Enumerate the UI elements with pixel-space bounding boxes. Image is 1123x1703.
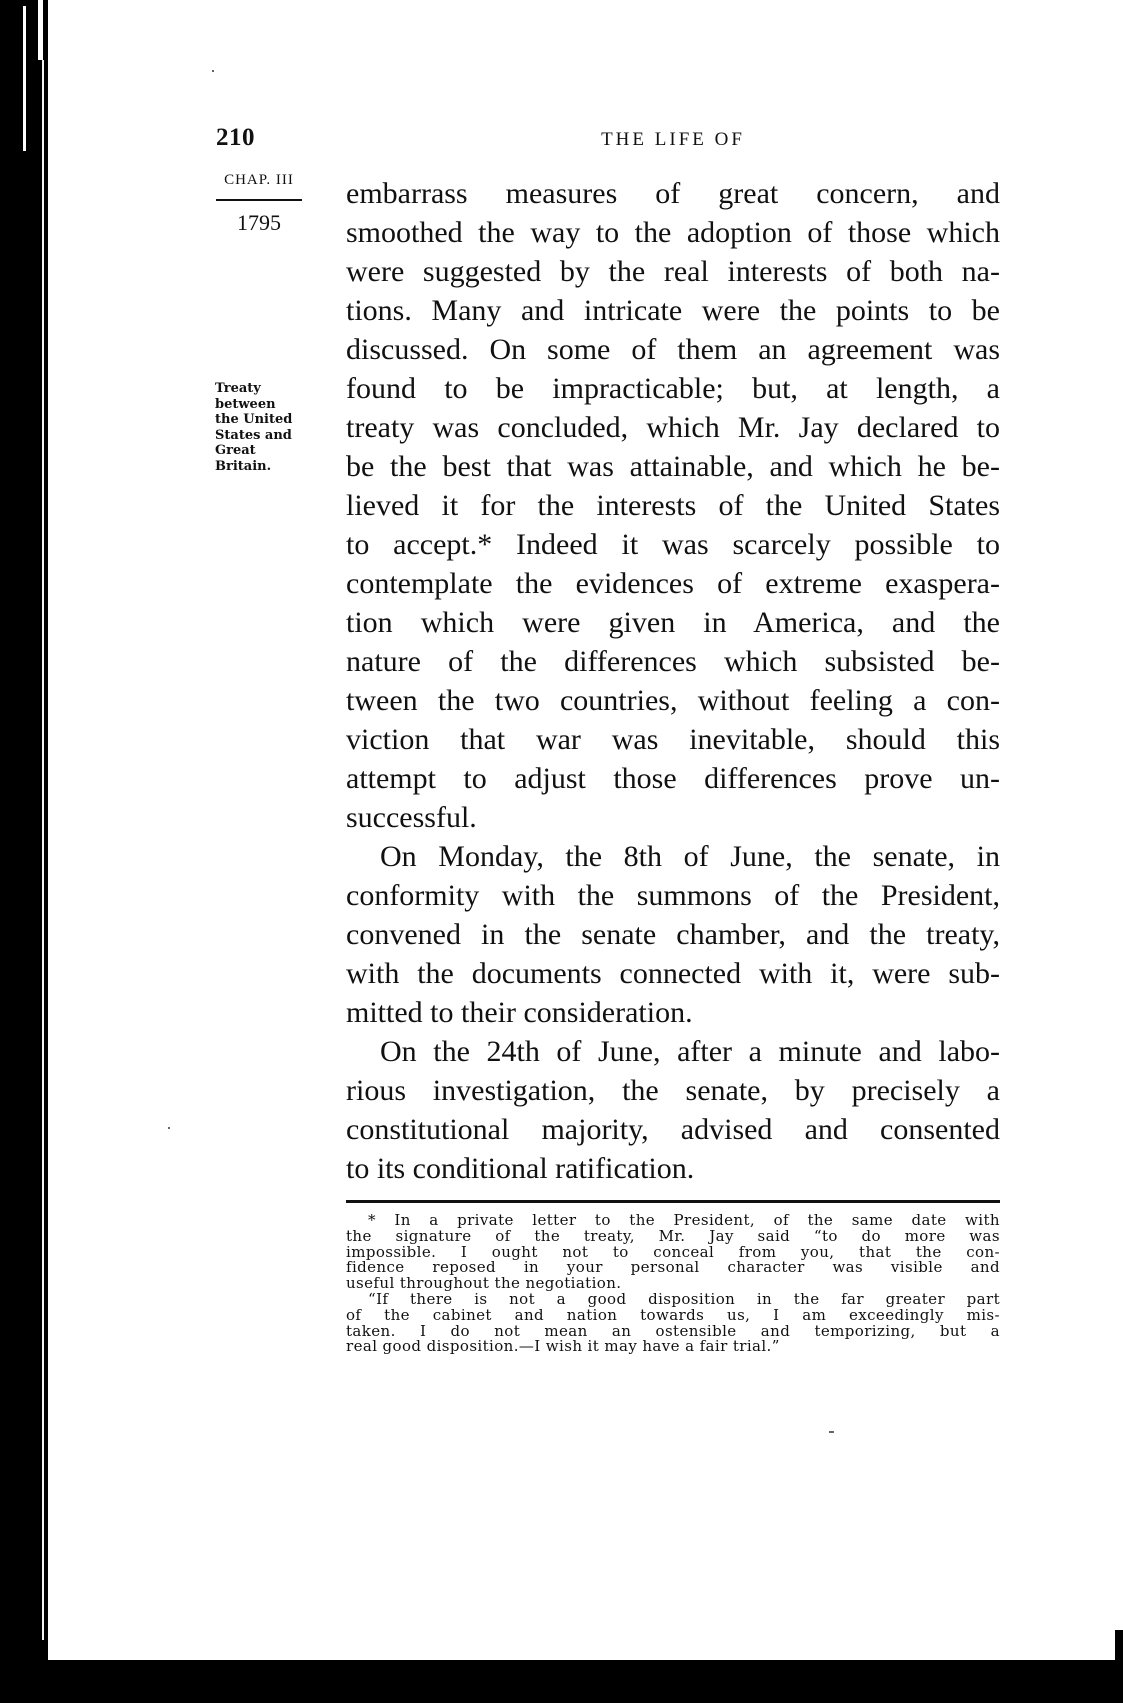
text-line: discussed. On some of them an agreement was: [346, 333, 1000, 366]
scan-speck: [212, 70, 214, 72]
footnote-line: of the cabinet and nation towards us, I am exceedingly mis-: [346, 1305, 1000, 1324]
footnote-line: the signature of the treaty, Mr. Jay said “to do more was: [346, 1226, 1000, 1245]
page-number: 210: [216, 124, 255, 151]
text-line: attempt to adjust those differences prove un-: [346, 762, 1000, 795]
sidenote-line: the United: [215, 412, 293, 427]
text-line: embarrass measures of great concern, and: [346, 177, 1000, 210]
text-line: tions. Many and intricate were the points to be: [346, 294, 1000, 327]
footnote-line: fidence reposed in your personal character was visible and: [346, 1258, 1000, 1277]
body-text: [346, 174, 1000, 1188]
scan-speck: [829, 1431, 834, 1433]
scan-border-left: [0, 0, 48, 1703]
text-line: be the best that was attainable, and which he be-: [346, 450, 1000, 483]
scan-artifact: [23, 6, 26, 151]
footnote-paragraph: [346, 1289, 1000, 1356]
text-line: conformity with the summons of the President,: [346, 879, 1000, 912]
text-line: On Monday, the 8th of June, the senate, in: [380, 840, 1000, 873]
chapter-marker: CHAP. III: [224, 172, 294, 188]
text-line: On the 24th of June, after a minute and labo-: [380, 1035, 1000, 1068]
scan-artifact: [38, 0, 43, 60]
chapter-rule: [216, 199, 302, 201]
sidenote-line: Treaty: [215, 381, 261, 396]
text-line: tion which were given in America, and the: [346, 606, 1000, 639]
text-line: treaty was concluded, which Mr. Jay declared to: [346, 411, 1000, 444]
footnote-line: real good disposition.—I wish it may have a fair trial.”: [346, 1337, 780, 1356]
footnote-line: taken. I do not mean an ostensible and temporizing, but a: [346, 1321, 1000, 1340]
sidenote-line: Britain.: [215, 458, 272, 474]
scan-border-corner: [1115, 1630, 1123, 1670]
text-line: with the documents connected with it, were sub-: [346, 957, 1000, 990]
text-line: constitutional majority, advised and consented: [346, 1113, 1000, 1146]
footnote-line: impossible. I ought not to conceal from you, that the con-: [346, 1242, 1000, 1261]
text-line: contemplate the evidences of extreme exaspera-: [346, 567, 1000, 600]
margin-year: 1795: [237, 210, 281, 235]
paragraph: [346, 174, 1000, 837]
text-line: to its conditional ratification.: [346, 1152, 695, 1185]
paragraph: [346, 1032, 1000, 1188]
footnote-line: * In a private letter to the President, of the same date with: [368, 1211, 1000, 1229]
text-line: mitted to their consideration.: [346, 996, 693, 1029]
footnote-rule: [346, 1200, 1000, 1203]
footnote-paragraph: [346, 1213, 1000, 1292]
text-line: rious investigation, the senate, by precisely a: [346, 1074, 1000, 1107]
sidenote-line: between: [215, 396, 276, 412]
margin-sidenote: [215, 381, 305, 474]
footnote: [346, 1213, 1000, 1355]
scan-border-bottom: [0, 1660, 1123, 1703]
running-title: THE LIFE OF: [601, 129, 745, 150]
text-line: lieved it for the interests of the United States: [346, 489, 1000, 522]
text-line: to accept.* Indeed it was scarcely possible to: [346, 528, 1000, 561]
text-line: viction that war was inevitable, should this: [346, 723, 1000, 756]
text-line: smoothed the way to the adoption of those which: [346, 216, 1000, 249]
text-line: convened in the senate chamber, and the treaty,: [346, 918, 1000, 951]
text-line: tween the two countries, without feeling a con-: [346, 684, 1000, 717]
paragraph: [346, 837, 1000, 1032]
scan-speck: [168, 1127, 170, 1129]
text-line: found to be impracticable; but, at length, a: [346, 372, 1000, 405]
text-line: nature of the differences which subsisted be-: [346, 645, 1000, 678]
running-head: [216, 124, 1000, 154]
sidenote-line: States and: [215, 427, 292, 443]
footnote-line: useful throughout the negotiation.: [346, 1274, 622, 1293]
sidenote-line: Great: [215, 443, 256, 458]
scan-artifact: [42, 60, 44, 1640]
text-line: successful.: [346, 801, 477, 834]
text-line: were suggested by the real interests of both na-: [346, 255, 1000, 288]
footnote-line: “If there is not a good disposition in the far greater part: [368, 1289, 1000, 1308]
